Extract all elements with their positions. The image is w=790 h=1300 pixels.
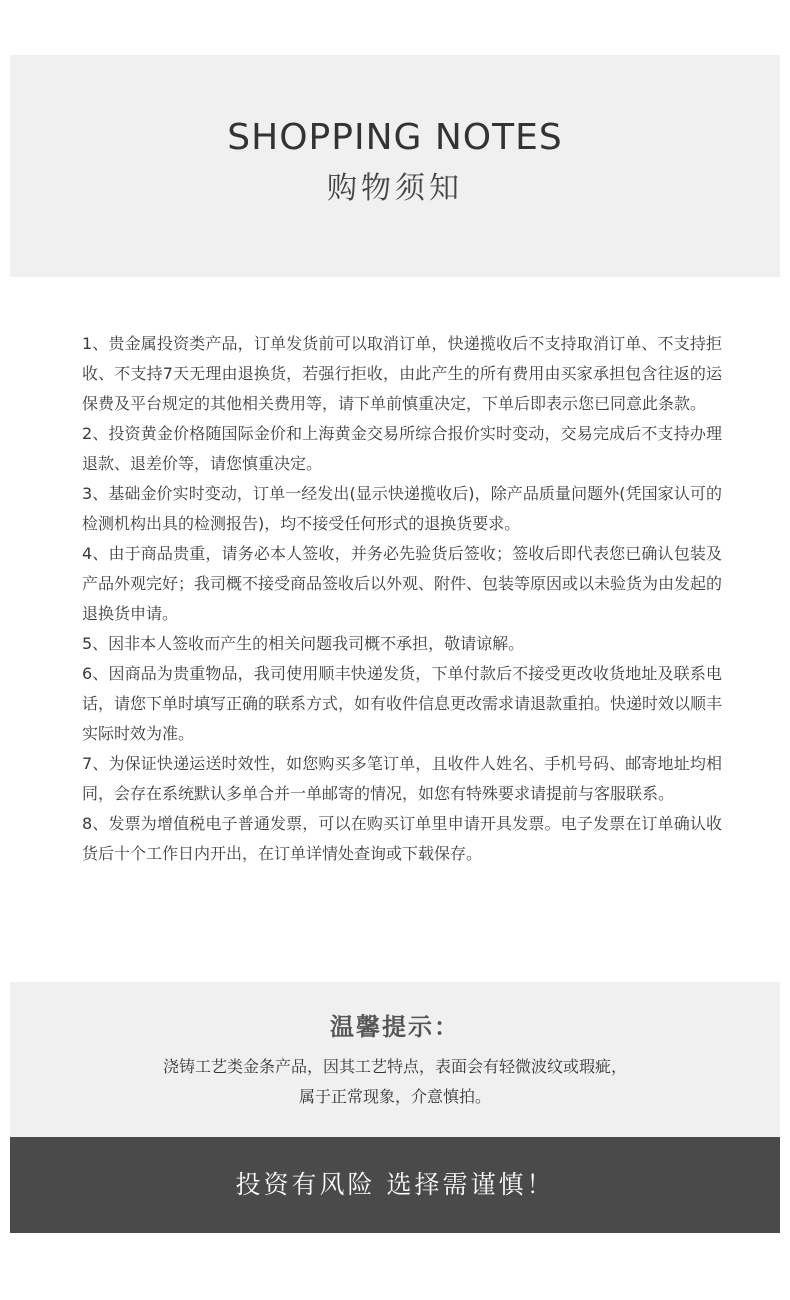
tips-section bbox=[10, 982, 780, 1137]
page-title-chinese: 购物须知 bbox=[327, 171, 463, 206]
notes-list bbox=[82, 329, 722, 869]
risk-warning-text: 投资有风险 选择需谨慎！ bbox=[235, 1170, 555, 1199]
header-section bbox=[10, 55, 780, 277]
note-item-8: 8、发票为增值税电子普通发票，可以在购买订单里申请开具发票。电子发票在订单确认收货后十个工作日内开出，在订单详情处查询或下载保存。 bbox=[82, 814, 722, 863]
page-title-english: SHOPPING NOTES bbox=[227, 117, 563, 158]
note-item-2: 2、投资黄金价格随国际金价和上海黄金交易所综合报价实时变动，交易完成后不支持办理退款、退差价等，请您慎重决定。 bbox=[82, 424, 722, 473]
note-item-4: 4、由于商品贵重，请务必本人签收，并务必先验货后签收；签收后即代表您已确认包装及产品外观完好；我司概不接受商品签收后以外观、附件、包装等原因或以未验货为由发起的退换货申请。 bbox=[82, 544, 723, 623]
note-item-5: 5、因非本人签收而产生的相关问题我司概不承担，敬请谅解。 bbox=[82, 634, 525, 653]
tips-text-line-1: 浇铸工艺类金条产品，因其工艺特点，表面会有轻微波纹或瑕疵， bbox=[162, 1057, 627, 1076]
notes-section bbox=[10, 277, 780, 982]
note-item-6: 6、因商品为贵重物品，我司使用顺丰快递发货，下单付款后不接受更改收货地址及联系电话，请您下单时填写正确的联系方式，如有收件信息更改需求请退款重拍。快递时效以顺丰实际时效为准。 bbox=[82, 664, 723, 743]
note-item-1: 1、贵金属投资类产品，订单发货前可以取消订单，快递揽收后不支持取消订单、不支持拒收、不支持7天无理由退换货，若强行拒收，由此产生的所有费用由买家承担包含往返的运保费及平台规定的其他相关费用等，请下单前慎重决定，下单后即表示您已同意此条款。 bbox=[82, 334, 722, 413]
tips-title: 温馨提示： bbox=[330, 1013, 460, 1041]
tips-text-line-2: 属于正常现象，介意慎拍。 bbox=[298, 1087, 491, 1106]
note-item-7: 7、为保证快递运送时效性，如您购买多笔订单，且收件人姓名、手机号码、邮寄地址均相同，会存在系统默认多单合并一单邮寄的情况，如您有特殊要求请提前与客服联系。 bbox=[82, 754, 722, 803]
footer-banner bbox=[10, 1137, 780, 1233]
note-item-3: 3、基础金价实时变动，订单一经发出(显示快递揽收后)，除产品质量问题外(凭国家认可的检测机构出具的检测报告)，均不接受任何形式的退换货要求。 bbox=[82, 484, 722, 533]
